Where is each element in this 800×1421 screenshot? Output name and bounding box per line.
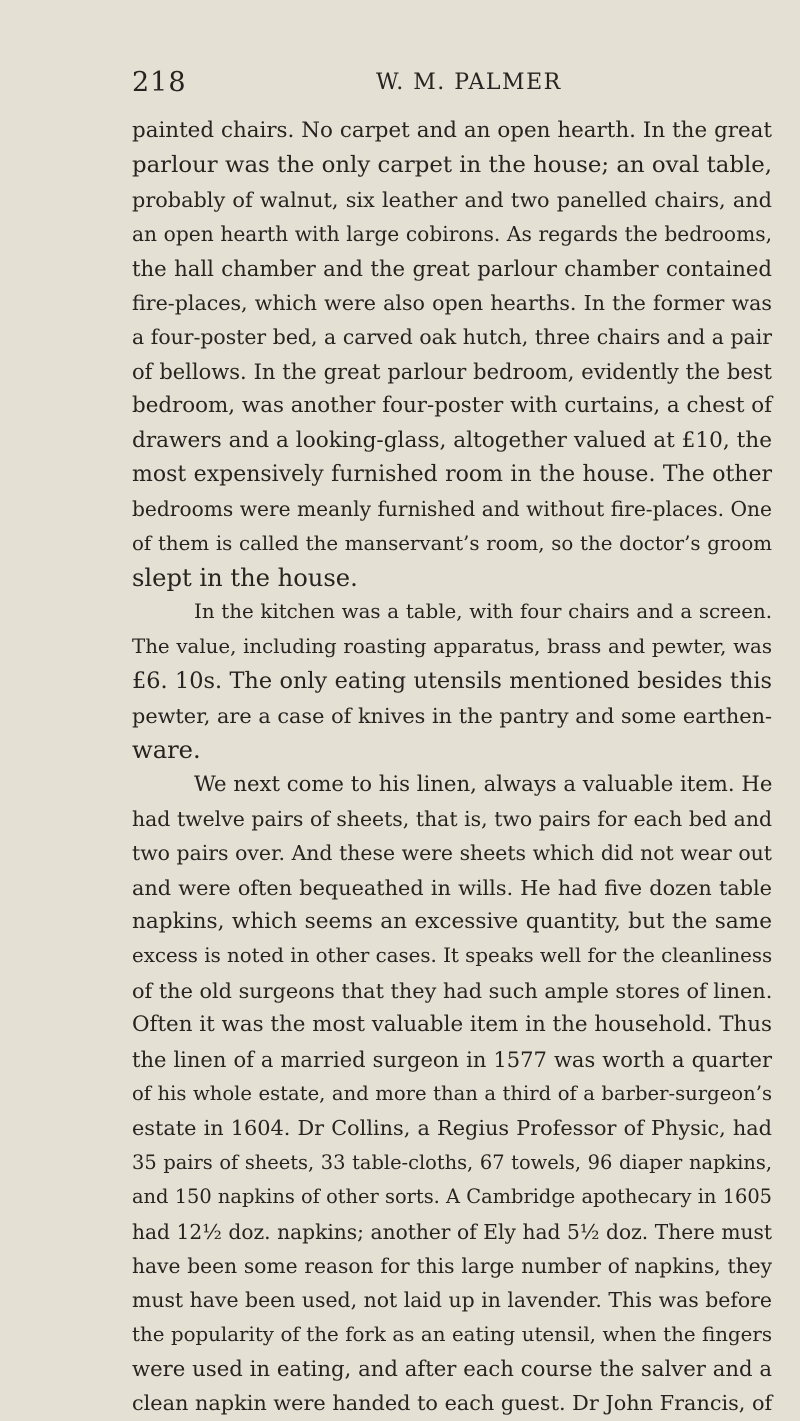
text-line: an open hearth with large cobirons. As regards the bedrooms, [132,222,772,247]
text-line: the popularity of the fork as an eating utensil, when the fingers [132,1322,772,1346]
text-line: napkins, which seems an excessive quantity, but the same [132,908,772,934]
paragraph-start-line: We next come to his linen, always a valuable item. He [194,771,773,797]
paragraph-end-line: ware. [132,736,201,765]
text-line: of them is called the manservant’s room, so the doctor’s groom [132,531,772,555]
text-line: must have been used, not laid up in lavender. This was before [132,1288,772,1313]
body-text [132,114,772,1421]
text-line: parlour was the only carpet in the house; an oval table, [132,152,772,179]
text-line: probably of walnut, six leather and two panelled chairs, and [132,187,772,212]
text-line: pewter, are a case of knives in the pantry and some earthen- [132,703,772,728]
running-head [132,66,772,100]
text-line: had 12½ doz. napkins; another of Ely had 5½ doz. There must [132,1219,772,1244]
paragraph-start-line: In the kitchen was a table, with four chairs and a screen. [194,600,772,624]
text-line: were used in eating, and after each course the salver and a [132,1356,772,1382]
text-line: The value, including roasting apparatus, brass and pewter, was [132,634,772,658]
text-line: and 150 napkins of other sorts. A Cambridge apothecary in 1605 [132,1185,772,1209]
text-line: estate in 1604. Dr Collins, a Regius Professor of Physic, had [132,1116,772,1141]
text-line: the hall chamber and the great parlour chamber contained [132,255,772,281]
text-line: a four-poster bed, a carved oak hutch, three chairs and a pair [132,325,772,350]
running-head-title: W. M. PALMER [376,70,562,95]
text-line: excess is noted in other cases. It speaks well for the cleanliness [132,944,773,968]
paragraph-end-line: slept in the house. [132,564,358,593]
text-line: most expensively furnished room in the house. The other [132,461,772,487]
text-line: of bellows. In the great parlour bedroom, evidently the best [132,359,772,384]
text-line: clean napkin were handed to each guest. Dr John Francis, of [132,1391,773,1416]
text-line: fire-places, which were also open hearths. In the former was [132,290,772,315]
text-line: bedrooms were meanly furnished and without fire-places. One [132,497,772,522]
text-line: had twelve pairs of sheets, that is, two pairs for each bed and [132,806,772,831]
text-line: 35 pairs of sheets, 33 table-cloths, 67 towels, 96 diaper napkins, [132,1150,772,1174]
text-line: painted chairs. No carpet and an open hearth. In the great [132,118,772,143]
text-line: drawers and a looking-glass, altogether valued at £10, the [132,427,772,453]
text-line: of the old surgeons that they had such ample stores of linen. [132,978,773,1003]
text-line: the linen of a married surgeon in 1577 was worth a quarter [132,1047,772,1072]
text-line: bedroom, was another four-poster with curtains, a chest of [132,393,773,419]
text-line: Often it was the most valuable item in the household. Thus [132,1012,773,1038]
text-line: £6. 10s. The only eating utensils mentioned besides this [132,668,772,695]
text-line: have been some reason for this large number of napkins, they [132,1253,772,1278]
page-number: 218 [132,67,187,98]
text-line: and were often bequeathed in wills. He had five dozen table [132,875,772,900]
text-line: two pairs over. And these were sheets which did not wear out [132,841,772,866]
text-line: of his whole estate, and more than a third of a barber-surgeon’s [132,1081,772,1105]
